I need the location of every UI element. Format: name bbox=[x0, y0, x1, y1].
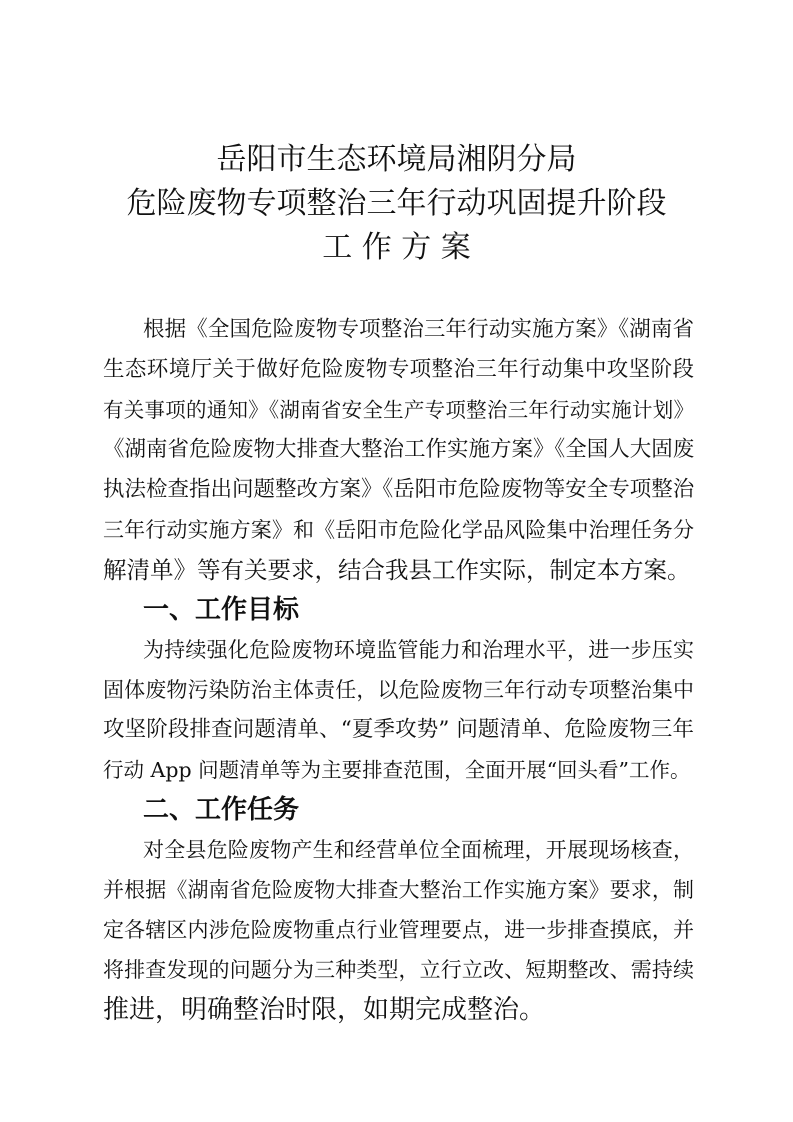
paragraph-line: 对全县危险废物产生和经营单位全面梳理，开展现场核查， bbox=[143, 838, 694, 862]
section-heading: 二、工作任务 bbox=[143, 795, 300, 825]
paragraph-line: 行动 App 问题清单等为主要排查范围，全面开展“回头看”工作。 bbox=[103, 758, 691, 782]
title-line: 岳阳市生态环境局湘阴分局 bbox=[216, 142, 577, 177]
title-line: 工 作 方 案 bbox=[322, 230, 471, 265]
paragraph-line: 将排查发现的问题分为三种类型，立行立改、短期整改、需持续 bbox=[103, 958, 694, 982]
paragraph-line: 并根据《湖南省危险废物大排查大整治工作实施方案》要求，制 bbox=[103, 878, 694, 902]
paragraph-line: 攻坚阶段排查问题清单、“夏季攻势” 问题清单、危险废物三年 bbox=[103, 717, 694, 742]
title-line: 危险废物专项整治三年行动巩固提升阶段 bbox=[126, 186, 667, 221]
paragraph-line: 根据《全国危险废物专项整治三年行动实施方案》《湖南省 bbox=[143, 317, 694, 342]
paragraph-line: 有关事项的通知》《湖南省安全生产专项整治三年行动实施计划》 bbox=[103, 398, 694, 422]
paragraph-line: 《湖南省危险废物大排查大整治工作实施方案》《全国人大固废 bbox=[103, 437, 695, 462]
paragraph-line: 固体废物污染防治主体责任，以危险废物三年行动专项整治集中 bbox=[103, 678, 694, 702]
document-title bbox=[0, 138, 793, 270]
paragraph-line: 三年行动实施方案》和《岳阳市危险化学品风险集中治理任务分 bbox=[103, 518, 694, 542]
paragraph-line: 解清单》等有关要求，结合我县工作实际，制定本方案。 bbox=[103, 556, 691, 584]
section-heading: 一、工作目标 bbox=[143, 595, 300, 625]
paragraph-line: 推进，明确整治时限，如期完成整治。 bbox=[103, 995, 546, 1025]
paragraph-line: 生态环境厅关于做好危险废物专项整治三年行动集中攻坚阶段 bbox=[103, 357, 694, 382]
paragraph-line: 为持续强化危险废物环境监管能力和治理水平，进一步压实 bbox=[143, 638, 694, 662]
paragraph-line: 执法检查指出问题整改方案》《岳阳市危险废物等安全专项整治 bbox=[103, 477, 695, 502]
paragraph-line: 定各辖区内涉危险废物重点行业管理要点，进一步排查摸底，并 bbox=[103, 918, 694, 942]
